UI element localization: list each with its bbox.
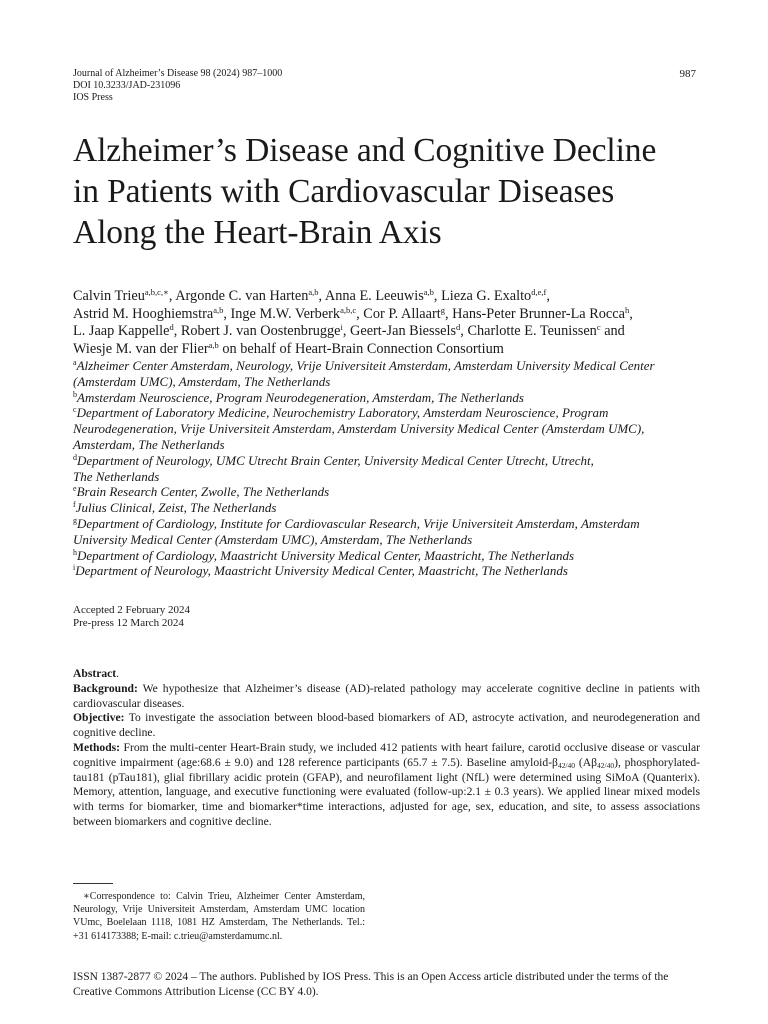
affiliation: $^c$Department of Laboratory Medicine, Neurochemistry Laboratory, Amsterdam Neuroscience, Program Neurodegeneration, Vrije Universiteit Amsterdam, Amsterdam University Medical Center (Amsterdam UMC), Amsterdam, The Netherlands [73, 405, 645, 452]
footnote-divider [73, 883, 113, 884]
prepress-date: Pre-press 12 March 2024 [73, 617, 184, 629]
doi-line: DOI 10.3233/JAD-231096 [73, 80, 181, 91]
correspondence-footnote: ∗Correspondence to: Calvin Trieu, Alzheimer Center Amsterdam, Neurology, Vrije Universiteit Amsterdam, Amsterdam UMC location VUmc, Boelelaan 1118, 1081 HZ Amsterdam, The Netherlands. Tel.: +31 614173388; E-mail: c.trieu@amsterdamumc.nl. [73, 891, 365, 942]
affiliation-list [73, 358, 713, 579]
license-statement: ISSN 1387-2877 © 2024 – The authors. Published by IOS Press. This is an Open Access article distributed under the terms of the Creative Commons Attribution License (CC BY 4.0). [73, 971, 669, 998]
affiliation: $^i$Department of Neurology, Maastricht University Medical Center, Maastricht, The Netherlands [73, 563, 568, 579]
journal-meta [73, 68, 282, 104]
abstract-objective: Objective: To investigate the association between blood-based biomarkers of AD, astrocyte activation, and neurodegeneration and cognitive decline. [73, 711, 700, 740]
affiliation: $^e$Brain Research Center, Zwolle, The Netherlands [73, 484, 330, 500]
author-list: Calvin Trieu$^{a,b,c,∗}$, Argonde C. van Harten$^{a,b}$, Anna E. Leeuwis$^{a,b}$, Lieza G. Exalto$^{d,e,f}$, Astrid M. Hooghiemstra$^{a,b}$, Inge M.W. Verberk$^{a,b,c}$, Cor P. Allaart$^g$, Hans-Peter Brunner-La Rocca$^h$, L. Jaap Kappelle$^d$, Robert J. van Oostenbrugge$^i$, Geert-Jan Biessels$^d$, Charlotte E. Teunissen$^c$ and Wiesje M. van der Flier$^{a,b}$ on behalf of Heart-Brain Connection Consortium [73, 287, 633, 357]
title-line-1: Alzheimer’s Disease and Cognitive Decline [73, 132, 657, 169]
affiliation: $^g$Department of Cardiology, Institute for Cardiovascular Research, Vrije Universiteit Amsterdam, Amsterdam University Medical Center (Amsterdam UMC), Amsterdam, The Netherlands [73, 515, 640, 547]
accepted-date: Accepted 2 February 2024 [73, 604, 190, 616]
affiliation: $^d$Department of Neurology, UMC Utrecht Brain Center, University Medical Center Utrecht, Utrecht, The Netherlands [73, 452, 594, 484]
publisher-line: IOS Press [73, 92, 113, 103]
abstract-methods: Methods: From the multi-center Heart-Brain study, we included 412 patients with heart failure, carotid occlusive disease or vascular cognitive impairment (age:68.6 ± 9.0) and 128 reference participants (65.7 ± 7.5). Baseline amyloid-$\beta_{42/40}$ $(A\beta_{42/40})$, phosphorylated-tau181 (pTau181), glial fibrillary acidic protein (GFAP), and neurofilament light (NfL) were determined using SiMoA (Quanterix). Memory, attention, language, and executive functioning were evaluated (follow-up:2.1 ± 0.3 years). We applied linear mixed models with terms for biomarker, time and biomarker*time interactions, adjusted for age, sex, education, and site, to assess associations between biomarkers and cognitive decline. [73, 740, 700, 828]
publication-dates [73, 604, 190, 630]
author: Astrid M. Hooghiemstra$^{a,b}$ [73, 304, 224, 322]
author: Argonde C. van Harten$^{a,b}$ [175, 287, 319, 304]
author: Calvin Trieu$^{a,b,c,∗}$ [73, 287, 169, 304]
abstract-heading: Abstract. [73, 667, 120, 680]
consortium: on behalf of Heart-Brain Connection Consortium [222, 340, 504, 357]
affiliation: $^h$Department of Cardiology, Maastricht University Medical Center, Maastricht, The Netherlands [73, 547, 575, 563]
journal-line: Journal of Alzheimer’s Disease 98 (2024) 987–1000 [73, 68, 283, 79]
author: Charlotte E. Teunissen$^c$ [467, 322, 601, 340]
abstract [73, 667, 700, 830]
article-title [73, 130, 713, 253]
title-line-3: Along the Heart-Brain Axis [73, 214, 442, 251]
author: Robert J. van Oostenbrugge$^i$ [180, 322, 343, 340]
affiliation: $^f$Julius Clinical, Zeist, The Netherlands [73, 500, 277, 516]
author: Cor P. Allaart$^g$ [363, 304, 445, 322]
author: Anna E. Leeuwis$^{a,b}$ [324, 287, 434, 304]
title-line-2: in Patients with Cardiovascular Diseases [73, 173, 615, 210]
affiliation: $^a$Alzheimer Center Amsterdam, Neurology, Vrije Universiteit Amsterdam, Amsterdam University Medical Center (Amsterdam UMC), Amsterdam, The Netherlands [73, 358, 655, 389]
author: Lieza G. Exalto$^{d,e,f}$ [441, 287, 547, 304]
author: Inge M.W. Verberk$^{a,b,c}$ [230, 304, 357, 322]
author: Geert-Jan Biessels$^d$ [350, 322, 461, 340]
author: Hans-Peter Brunner-La Rocca$^h$ [452, 304, 630, 322]
authors-and: and [604, 323, 625, 340]
abstract-background: Background: We hypothesize that Alzheimer’s disease (AD)-related pathology may accelerate cognitive decline in patients with cardiovascular diseases. [73, 681, 700, 710]
author: Wiesje M. van der Flier$^{a,b}$ [73, 339, 219, 357]
page-number: 987 [679, 68, 696, 80]
affiliation: $^b$Amsterdam Neuroscience, Program Neurodegeneration, Amsterdam, The Netherlands [73, 389, 524, 405]
author: L. Jaap Kappelle$^d$ [73, 322, 174, 340]
